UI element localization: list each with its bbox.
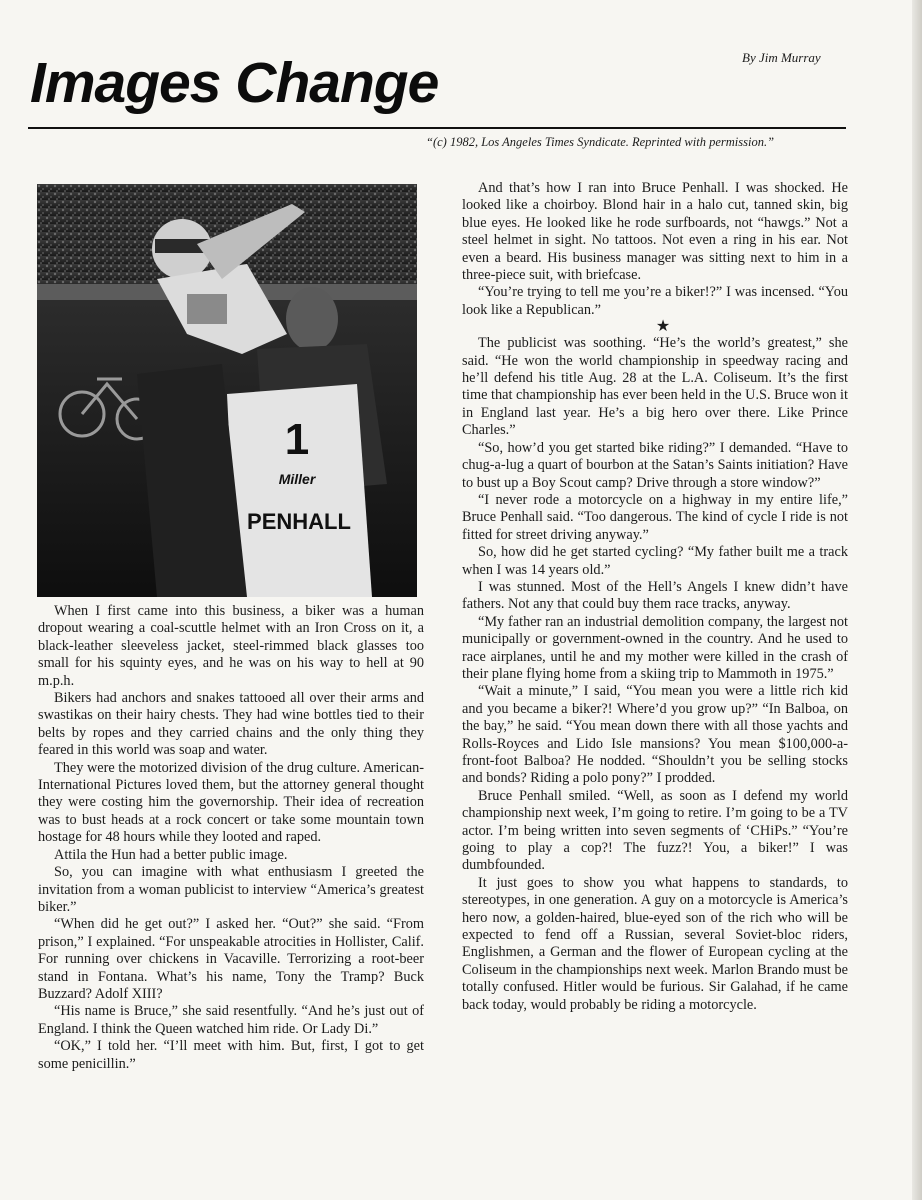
paragraph: Attila the Hun had a better public image. <box>54 846 288 863</box>
paragraph: Bikers had anchors and snakes tattooed all over their arms and swastikas on their hairy chests. They had wine bottles tied to their belts by ropes and they carried chains and the only thing they feared in this world was soap and water. <box>38 690 424 759</box>
paragraph: It just goes to show you what happens to standards, to stereotypes, in one generation. A guy on a motorcycle is America’s hero now, a golden-haired, blue-eyed son of the rich who will be expected to fend off a Russian, several Soviet-bloc riders, Englishmen, a German and the flower of European cycling at the Coliseum in the championships next week. Marlon Brando must be totally confused. Hitler would be furious. Sir Galahad, if he came back today, would probably be riding a motorcycle. <box>462 874 848 1013</box>
paragraph: “When did he get out?” I asked her. “Out?” she said. “From prison,” I explained. “For unspeakable atrocities in Hollister, Calif. For running over chickens in Vacaville. Terrorizing a root-beer stand in Fontana. What’s his name, Tony the Tramp? Buck Buzzard? Adolf XIII? <box>38 916 424 1002</box>
paragraph: “My father ran an industrial demolition company, the largest not municipally or government-owned in the country. And he used to race airplanes, until he and my mother were killed in the crash of their plane flying home from a skiing trip to Mammoth in 1975.” <box>462 613 848 682</box>
sponsor-logo: Miller <box>278 471 316 487</box>
paragraph: “You’re trying to tell me you’re a biker!?” I was incensed. “You look like a Republican.” <box>462 284 848 318</box>
photo-illustration <box>37 184 417 597</box>
rider-back <box>227 384 372 597</box>
paragraph: The publicist was soothing. “He’s the world’s greatest,” she said. “He won the world championship in speedway racing and he’ll defend his title Aug. 28 at the L.A. Coliseum. It’s the first time that championship has ever been held in the U.S. Bruce won it in England last year. He’s a big hero over there. Like Prince Charles.” <box>462 335 848 439</box>
paragraph: “OK,” I told her. “I’ll meet with him. But, first, I got to get some penicillin.” <box>38 1038 424 1072</box>
paragraph: So, you can imagine with what enthusiasm I greeted the invitation from a woman publicist to interview “America’s greatest biker.” <box>38 864 424 915</box>
page-edge <box>912 0 922 1200</box>
copyright-credit: “(c) 1982, Los Angeles Times Syndicate. Reprinted with permission.” <box>426 135 775 149</box>
right-column-bottom <box>462 335 848 1014</box>
paragraph: “I never rode a motorcycle on a highway in my entire life,” Bruce Penhall said. “Too dangerous. The kind of cycle I ride is not fitted for street driving anyway.” <box>462 491 848 543</box>
right-column-top <box>462 180 848 319</box>
right-column <box>462 180 848 1180</box>
byline: By Jim Murray <box>742 50 821 65</box>
paragraph: So, how did he get started cycling? “My father built me a track when I was 14 years old.” <box>462 544 848 578</box>
paragraph: Bruce Penhall smiled. “Well, as soon as I defend my world championship next week, I’m going to retire. I’m going to be a TV actor. I’m being written into seven segments of ‘CHiPs.” “You’re going to play a cop?! The fuzz?! You, a biker!” I was dumbfounded. <box>462 787 848 874</box>
paragraph: They were the motorized division of the drug culture. American-International Pictures loved them, but the attorney general thought they were costing him the governorship. Their idea of recreation was to bust heads at a rock concert or take some mountain town hostage for 48 hours while they looted and raped. <box>38 759 424 846</box>
star-separator-icon: ★ <box>655 318 671 336</box>
paragraph: And that’s how I ran into Bruce Penhall. I was shocked. He looked like a choirboy. Blond hair in a halo cut, tanned skin, big blue eyes. He looked like he rode surfboards, not “hawgs.” Not a steel helmet in sight. No tattoos. Not even a ring in his ear. Not even a beard. His business manager was sitting next to him in a three-piece suit, with briefcase. <box>462 180 848 284</box>
paragraph: I was stunned. Most of the Hell’s Angels I knew didn’t have fathers. Not any that could buy them race tracks, anyway. <box>462 578 848 613</box>
paragraph: When I first came into this business, a biker was a human dropout wearing a coal-scuttle helmet with an Iron Cross on it, a black-leather sleeveless jacket, steel-rimmed black glasses too small for his squinty eyes, and he was on his way to hell at 90 m.p.h. <box>38 603 424 689</box>
paragraph: “So, how’d you get started bike riding?” I demanded. “Have to chug-a-lug a quart of bourbon at the Satan’s Saints initiation? Have to bust up a Boy Scout camp? Drive through a store window?” <box>462 439 848 491</box>
rider-name-patch: PENHALL <box>247 509 351 534</box>
title-rule <box>28 127 846 129</box>
article-title: Images Change <box>30 51 439 115</box>
paragraph: “Wait a minute,” I said, “You mean you were a little rich kid and you became a biker?! Where’d you grow up?” “In Balboa, on the bay,” he said. “You mean down there with all those yachts and Rolls-Royces and Lido Isle mansions? You mean $100,000-a-front-foot Balboa? He nodded. “Shouldn’t you be selling stocks and bonds? Riding a polo pony?” I prodded. <box>462 683 848 787</box>
left-column <box>38 603 424 1183</box>
article-photo <box>37 184 417 597</box>
paragraph: “His name is Bruce,” she said resentfully. “And he’s just out of England. I think the Queen watched him ride. Or Lady Di.” <box>38 1003 424 1037</box>
rider-number: 1 <box>284 415 310 464</box>
